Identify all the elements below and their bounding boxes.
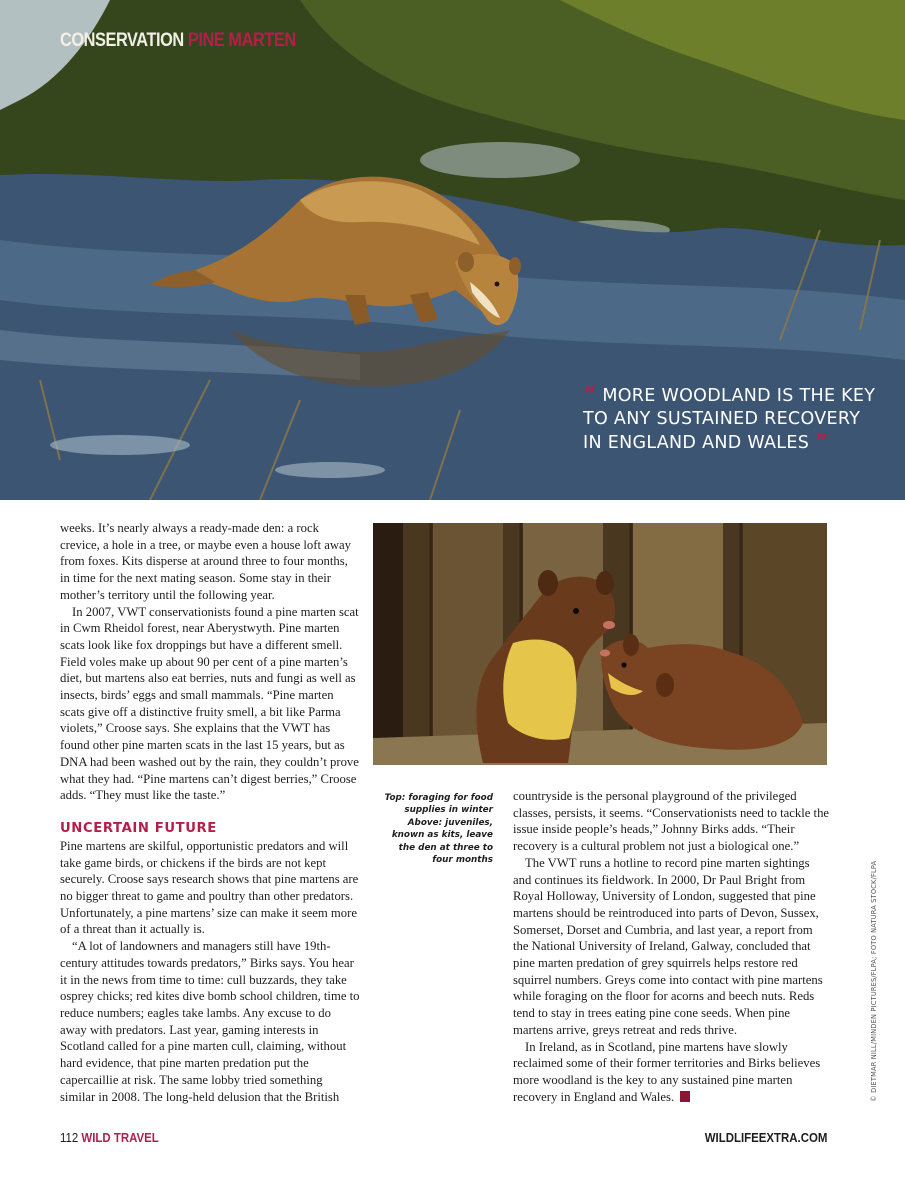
right-paragraph-3 — [513, 1039, 831, 1106]
photo-caption: Top: foraging for food supplies in winter Above: juveniles, known as kits, leave the den at three to four months — [384, 793, 493, 866]
right-column — [513, 788, 831, 1105]
end-mark-icon — [680, 1091, 690, 1102]
magazine-name: WILD TRAVEL — [81, 1130, 159, 1145]
open-quote-mark: “ — [583, 382, 597, 406]
left-paragraph-1: weeks. It’s nearly always a ready-made den: a rock crevice, a hole in a tree, or maybe even a house loft away from foxes. Kits disperse at around three to four months, in time for the next mating season. Some stay in their mother’s territory until the following year. — [60, 521, 351, 602]
section-label — [60, 30, 296, 52]
left-paragraph-3: Pine martens are skilful, opportunistic predators and will take game birds, or chickens if the birds are not kept securely. Croose says research shows that pine martens are no bigger threat to game and poultry than other predators. Unfortunately, a pine martens’ size can make it seem more of a threat than it actually is. — [60, 838, 359, 937]
inset-illustration — [373, 523, 827, 765]
page-number: 112 — [60, 1130, 79, 1145]
footer-left — [60, 1130, 159, 1145]
footer-website: WILDLIFEEXTRA.COM — [704, 1130, 827, 1145]
right-paragraph-3-text: In Ireland, as in Scotland, pine martens have slowly reclaimed some of their former territories and Birks believes more woodland is the key to any sustained pine marten recovery in England and Wales. — [513, 1039, 821, 1104]
left-paragraph-2: In 2007, VWT conservationists found a pine marten scat in Cwm Rheidol forest, near Aberystwyth. Pine marten scats look like fox droppings but have a different smell. Field voles make up about 90 per cent of a pine marten’s diet, but martens also eat berries, nuts and fungi as well as insects, birds’ eggs and small mammals. “Pine marten scats give off a distinctive fruity smell, a bit like Parma violets,” Croose says. She explains that the VWT has found other pine marten scats in the last 15 years, but as DNA had been washed out by the rain, they couldn’t prove what they had. “Pine martens can’t digest berries,” Croose adds. “They must like the taste.” — [60, 604, 359, 803]
photo-credit: © DIETMAR NILL/MINDEN PICTURES/FLPA; FOTO NATURA STOCK/FLPA — [870, 860, 878, 1102]
section-topic: PINE MARTEN — [187, 30, 296, 51]
inset-photo — [373, 523, 827, 765]
right-paragraph-1: countryside is the personal playground of the privileged classes, persists, it seems. “Conservationists need to tackle the issue inside people’s heads,” Johnny Birks adds. “Their recovery is a cultural problem not just a biological one.” — [513, 789, 830, 854]
close-quote-mark: ” — [814, 429, 829, 453]
subhead-uncertain-future: UNCERTAIN FUTURE — [60, 820, 217, 836]
left-paragraph-4: “A lot of landowners and managers still have 19th-century attitudes towards predators,” Birks says. You hear it in the news from time to time: cull buzzards, they take osprey chicks; red kites dive bomb school children, time to reduce numbers; eagles take lambs. Any excuse to do away with predators. Last year, gaming interests in Scotland called for a pine marten cull, claiming, without hard evidence, that pine marten predation put the capercaillie at risk. The same lobby tried something similar in 2008. The long-held delusion that the British — [60, 939, 360, 1104]
section-kicker: CONSERVATION — [60, 30, 184, 51]
pull-quote — [583, 383, 883, 455]
hero-photo — [0, 0, 905, 500]
left-column — [60, 520, 360, 1105]
pull-quote-text: MORE WOODLAND IS THE KEY TO ANY SUSTAINED RECOVERY IN ENGLAND AND WALES — [583, 386, 876, 453]
right-paragraph-2: The VWT runs a hotline to record pine marten sightings and continues its fieldwork. In 2000, Dr Paul Bright from Royal Holloway, University of London, suggested that pine martens should be reintroduced into parts of Devon, Sussex, Somerset, Dorset and Cumbria, and last year, a report from the National University of Ireland, Galway, concluded that pine marten predation of grey squirrels helps restore red squirrel numbers. Greys come into contact with pine martens while foraging on the floor for acorns and beech nuts. Reds tend to stay in trees eating pine cone seeds. When pine martens arrive, greys retreat and reds thrive. — [513, 855, 823, 1037]
